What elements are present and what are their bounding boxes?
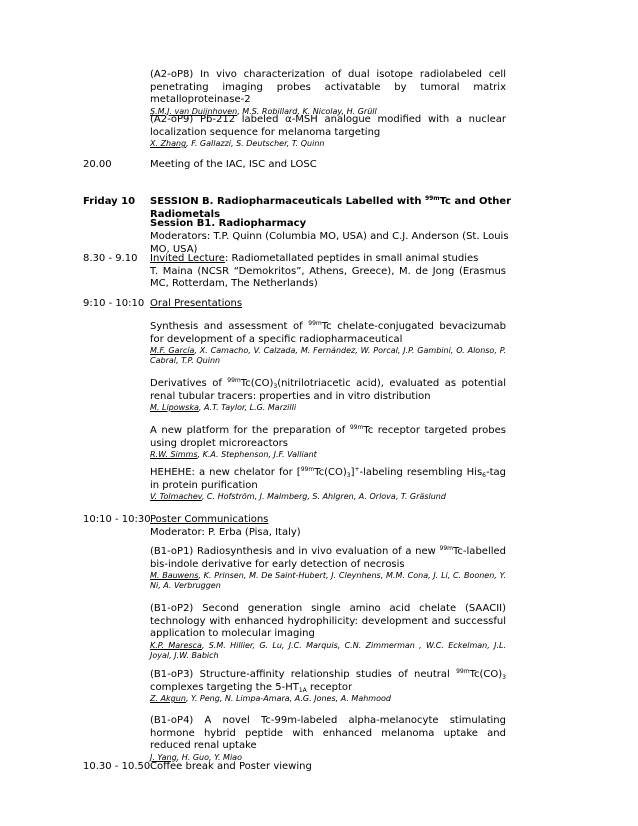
abstract-authors [150,641,506,661]
abstract-title [150,425,506,450]
title-part: Tc(CO) [240,378,274,389]
time-slot: 10.30 - 10.50 [83,761,151,772]
presenter-name: M.F. García [150,346,195,355]
title-part: (B1-oP3) Structure-affinity relationship studies of neutral [150,669,457,680]
title-part: Tc chelate-conjugated bevacizumab for development of a specific radiopharmaceutical [150,321,507,345]
session-title-prefix: SESSION B. Radiopharmaceuticals Labelled with [150,196,425,207]
title-sup: 99m [300,466,315,473]
coauthors: , S.M. Hillier, G. Lu, J.C. Marquis, C.N. Zimmerman , W.C. Eckelman, J.L. Joyal, J.W. Babich [150,640,506,660]
abstract-title: (B1-oP4) A novel Tc-99m-labeled alpha-melanocyte stimulating hormone hybrid peptide with enhanced melanoma uptake and reduced renal uptake [150,715,506,751]
abstract-title [150,467,506,492]
presenter-name: X. Zhang [150,139,187,148]
title-part: ] [350,467,355,478]
invited-lecture-label: Invited Lecture [150,253,225,264]
title-part: receptor [306,681,353,693]
abstract-title [150,378,506,403]
oral-abstract-3 [150,425,506,460]
title-sub: 3 [273,383,278,390]
moderators: Moderators: T.P. Quinn (Columbia MO, USA) and C.J. Anderson (St. Louis MO, USA) [150,231,509,255]
title-part: Tc(CO) [469,669,503,680]
title-part: (B1-oP1) Radiosynthesis and in vivo evaluation of a new [150,546,440,557]
title-sub: 6 [482,472,486,479]
title-part: -tag in protein purification [150,467,507,491]
session-title-sup: 99m [424,195,440,202]
title-sup: 99m [308,320,322,327]
poster-abstract-1 [150,546,506,591]
title-sup: + [354,466,360,473]
presenter-name: K.P. Maresca [150,640,202,650]
oral-abstract-2 [150,378,506,413]
abstract-title [150,546,506,571]
abstract-authors [150,139,506,149]
poster-communications-label: Poster Communications [150,514,269,525]
abstract-authors [150,346,506,366]
poster-abstract-2 [150,603,506,661]
subsession-title: Session B1. Radiopharmacy [150,218,307,229]
presenter-name: S.M.J. van Duijnhoven [150,106,238,116]
title-part: Tc-labelled bis-indole derivative for early detection of necrosis [150,546,506,570]
coauthors: , F. Gallazzi, S. Deutscher, T. Quinn [186,139,325,148]
presenter-name: M. Bauwens [150,571,199,580]
poster-abstract-3 [150,669,506,704]
title-part: (nitrilotriacetic acid), evaluated as potential renal tubular tracers: properties and in vitro distribution [150,378,506,402]
oral-presentations-label: Oral Presentations [150,298,243,309]
title-part: Derivatives of [150,378,228,389]
coauthors: , Y. Peng, N. Limpa-Amara, A.G. Jones, A. Mahmood [185,694,391,703]
oral-abstract-4 [150,467,506,502]
day-label: Friday 10 [83,196,136,207]
invited-speakers: T. Maina (NCSR “Demokritos”, Athens, Greece), M. de Jong (Erasmus MC, Rotterdam, The Netherlands) [150,265,506,289]
abstract-a2op8 [150,69,506,117]
coauthors: , M.S. Robillard, K. Nicolay, H. Grüll [237,106,377,116]
coauthors: , K. Prinsen, M. De Saint-Hubert, J. Cleynhens, M.M. Cona, J. Li, C. Boonen, Y. Ni, A. Verbruggen [150,571,506,590]
title-sup: 99m [227,377,241,384]
title-part: Synthesis and assessment of [150,321,309,332]
abstract-a2op9 [150,114,506,149]
abstract-authors [150,492,506,502]
abstract-authors [150,450,506,460]
title-sup: 99m [349,424,364,431]
abstract-title [150,669,506,694]
poster-abstract-4 [150,715,506,763]
title-part: Tc receptor targeted probes using droplet microreactors [150,425,506,449]
title-sub: 3 [502,674,506,681]
meeting-text: Meeting of the IAC, ISC and LOSC [150,159,317,170]
oral-abstract-1 [150,321,506,366]
coauthors: , X. Camacho, V. Calzada, M. Fernández, W. Porcal, J.P. Gambini, O. Alonso, P. Cabral, T.P. Quinn [150,346,507,365]
coauthors: , K.A. Stephenson, J.F. Valliant [197,450,317,459]
presenter-name: M. Lipowska [150,403,199,412]
coffee-break-text: Coffee break and Poster viewing [150,761,312,772]
abstract-title: (A2-oP9) Pb-212 labeled α-MSH analogue modified with a nuclear localization sequence for melanoma targeting [150,114,506,138]
abstract-title: (A2-oP8) In vivo characterization of dual isotope radiolabeled cell penetrating imaging probes activatable by tumoral matrix metalloproteinase-2 [150,69,506,105]
title-part: -labeling resembling His [359,467,483,478]
time-slot: 20.00 [83,159,112,170]
title-part: HEHEHE: a new chelator for [ [150,467,301,478]
title-part: Tc(CO) [314,467,347,478]
session-title-suffix: Tc and Other Radiometals [150,196,512,220]
invited-lecture [150,253,506,291]
title-sup: 99m [456,668,470,675]
title-sub: 3 [346,472,351,479]
coauthors: , C. Hofström, J. Malmberg, S. Ahlgren, A. Orlova, T. Gräslund [201,492,446,501]
abstract-authors [150,694,506,704]
title-sup: 99m [439,545,454,552]
invited-lecture-title [150,253,506,266]
coauthors: , A.T. Taylor, L.G. Marzilli [198,403,297,412]
poster-header [150,514,506,539]
abstract-authors [150,571,506,591]
invited-lecture-topic: : Radiometallated peptides in small animal studies [224,253,479,264]
title-part: A new platform for the preparation of [150,425,350,436]
coauthors: , H. Guo, Y. Miao [176,752,242,762]
presenter-name: Z. Akgun [150,694,186,703]
title-part: complexes targeting the 5-HT [150,681,299,693]
time-slot: 10:10 - 10:30 [83,514,151,525]
presenter-name: J. Yang [150,752,177,762]
abstract-authors [150,403,506,413]
poster-moderator: Moderator: P. Erba (Pisa, Italy) [150,526,301,538]
title-sub: 1A [298,686,307,694]
time-slot: 9:10 - 10:10 [83,298,145,309]
presenter-name: V. Tolmachev [150,492,202,501]
time-slot: 8.30 - 9.10 [83,253,138,264]
abstract-title [150,321,506,346]
presenter-name: R.W. Simms [150,450,198,459]
abstract-title: (B1-oP2) Second generation single amino acid chelate (SAACII) technology with enhanced hydrophilicity: development and successful application to molecular imaging [150,603,506,639]
